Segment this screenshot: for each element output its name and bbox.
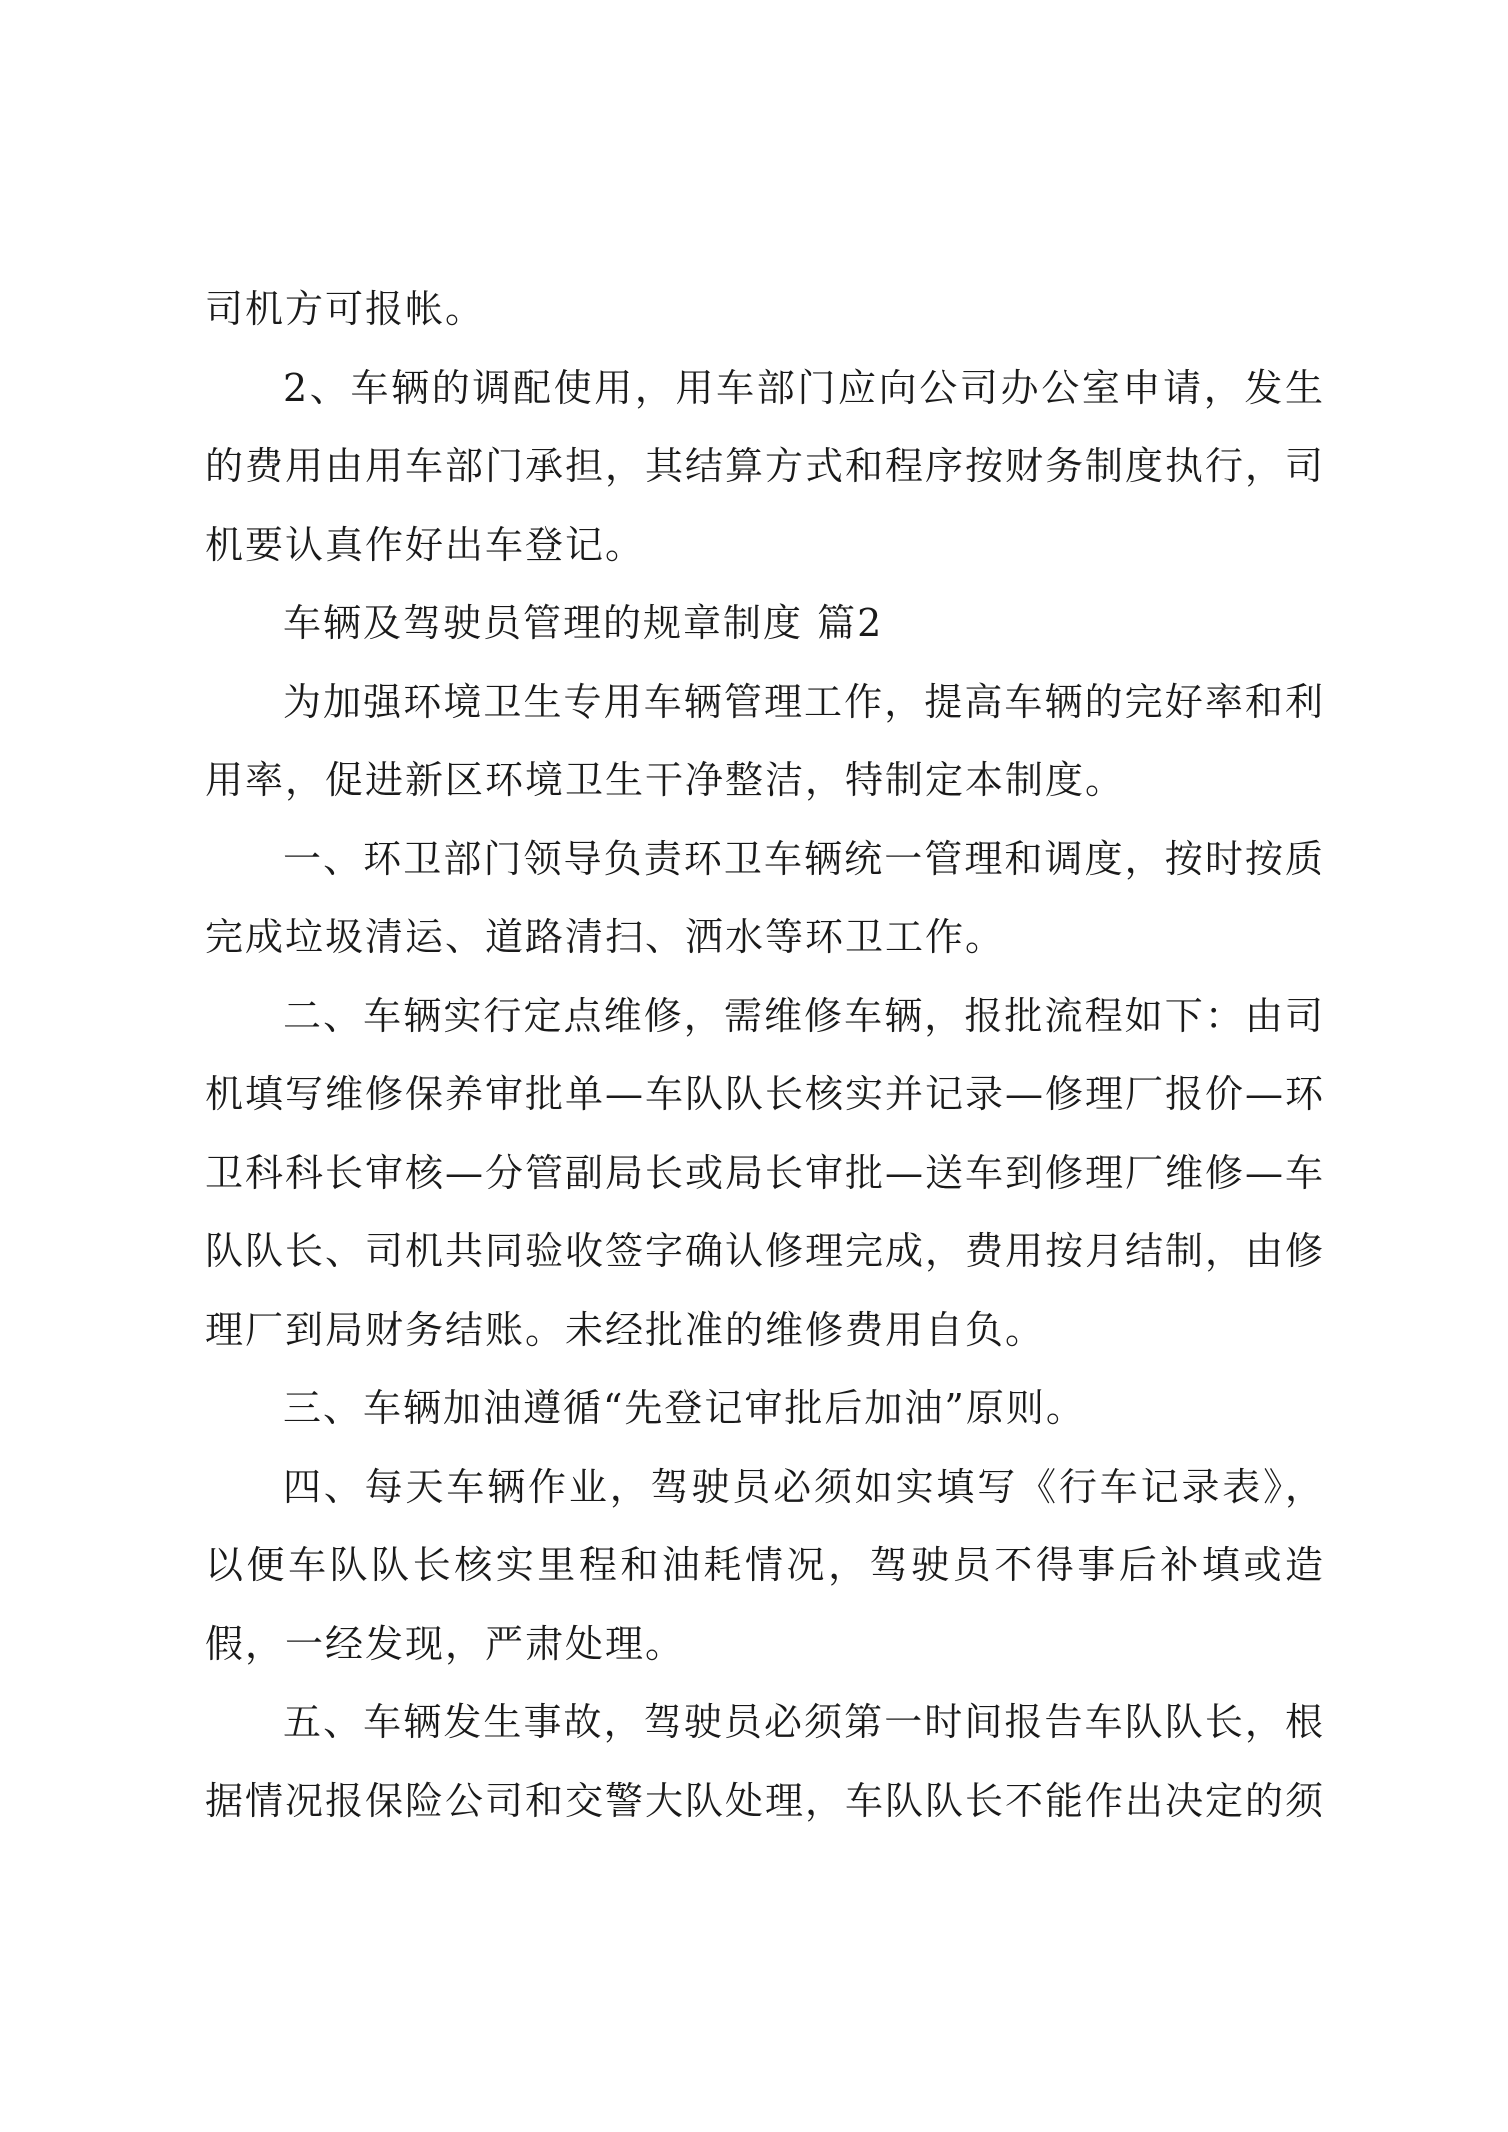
document-body <box>205 270 1325 1840</box>
paragraph: 三、车辆加油遵循“先登记审批后加油”原则。 <box>283 1386 1086 1430</box>
paragraph: 为加强环境卫生专用车辆管理工作，提高车辆的完好率和利用率，促进新区环境卫生干净整洁，特制定本制度。 <box>205 679 1325 802</box>
paragraph: 2、车辆的调配使用，用车部门应向公司办公室申请，发生的费用由用车部门承担，其结算方式和程序按财务制度执行，司机要认真作好出车登记。 <box>205 365 1326 567</box>
paragraph: 五、车辆发生事故，驾驶员必须第一时间报告车队队长，根据情况报保险公司和交警大队处理，车队队长不能作出决定的须 <box>205 1700 1326 1823</box>
paragraph: 司机方可报帐。 <box>205 287 486 331</box>
section-heading: 车辆及驾驶员管理的规章制度 篇2 <box>283 601 884 645</box>
paragraph: 二、车辆实行定点维修，需维修车辆，报批流程如下：由司机填写维修保养审批单—车队队长核实并记录—修理厂报价—环卫科科长审核—分管副局长或局长审批—送车到修理厂维修—车队队长、司机共同验收签字确认修理完成，费用按月结制，由修理厂到局财务结账。未经批准的维修费用自负。 <box>205 993 1326 1352</box>
paragraph: 一、环卫部门领导负责环卫车辆统一管理和调度，按时按质完成垃圾清运、道路清扫、洒水等环卫工作。 <box>205 836 1325 959</box>
paragraph: 四、每天车辆作业，驾驶员必须如实填写《行车记录表》，以便车队队长核实里程和油耗情况，驾驶员不得事后补填或造假，一经发现，严肃处理。 <box>205 1464 1325 1666</box>
